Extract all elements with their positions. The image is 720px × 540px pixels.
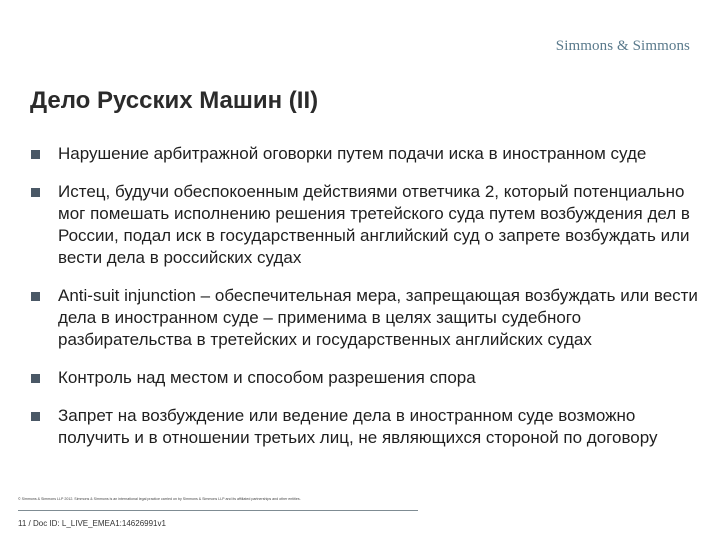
- footer-legal-notice: © Simmons & Simmons LLP 2012. Simmons & Simmons is an international legal practice carried on by Simmons & Simmons LLP and its affiliated partnerships and other entities.: [18, 497, 301, 501]
- square-bullet-icon: [31, 150, 40, 159]
- bullet-text: Запрет на возбуждение или ведение дела в иностранном суде возможно получить и в отношении третьих лиц, не являющихся стороной по договору: [58, 406, 658, 447]
- company-logo: Simmons & Simmons: [555, 38, 690, 54]
- bullet-text: Истец, будучи обеспокоенным действиями ответчика 2, который потенциально мог помешать исполнению решения третейского суда путем возбуждения дел в России, подал иск в государственный английский суд о запрете возбуждать или вести дела в российских судах: [58, 182, 690, 267]
- slide-title: Дело Русских Машин (II): [30, 87, 319, 114]
- footer-doc-reference: 11 / Doc ID: L_LIVE_EMEA1:14626991v1: [18, 519, 166, 528]
- bullet-text: Нарушение арбитражной оговорки путем подачи иска в иностранном суде: [58, 144, 647, 163]
- bullet-item: [30, 143, 700, 165]
- square-bullet-icon: [31, 292, 40, 301]
- square-bullet-icon: [31, 374, 40, 383]
- square-bullet-icon: [31, 188, 40, 197]
- bullet-text: Anti-suit injunction – обеспечительная мера, запрещающая возбуждать или вести дела в иностранном суде – применима в целях защиты судебного разбирательства в третейских и государственных английских судах: [58, 286, 698, 349]
- square-bullet-icon: [31, 412, 40, 421]
- bullet-item: [30, 181, 700, 269]
- bullet-item: [30, 405, 700, 449]
- bullet-item: [30, 285, 700, 351]
- bullet-text: Контроль над местом и способом разрешения спора: [58, 368, 476, 387]
- footer-divider: [18, 510, 418, 511]
- bullet-list: [30, 143, 700, 465]
- bullet-item: [30, 367, 700, 389]
